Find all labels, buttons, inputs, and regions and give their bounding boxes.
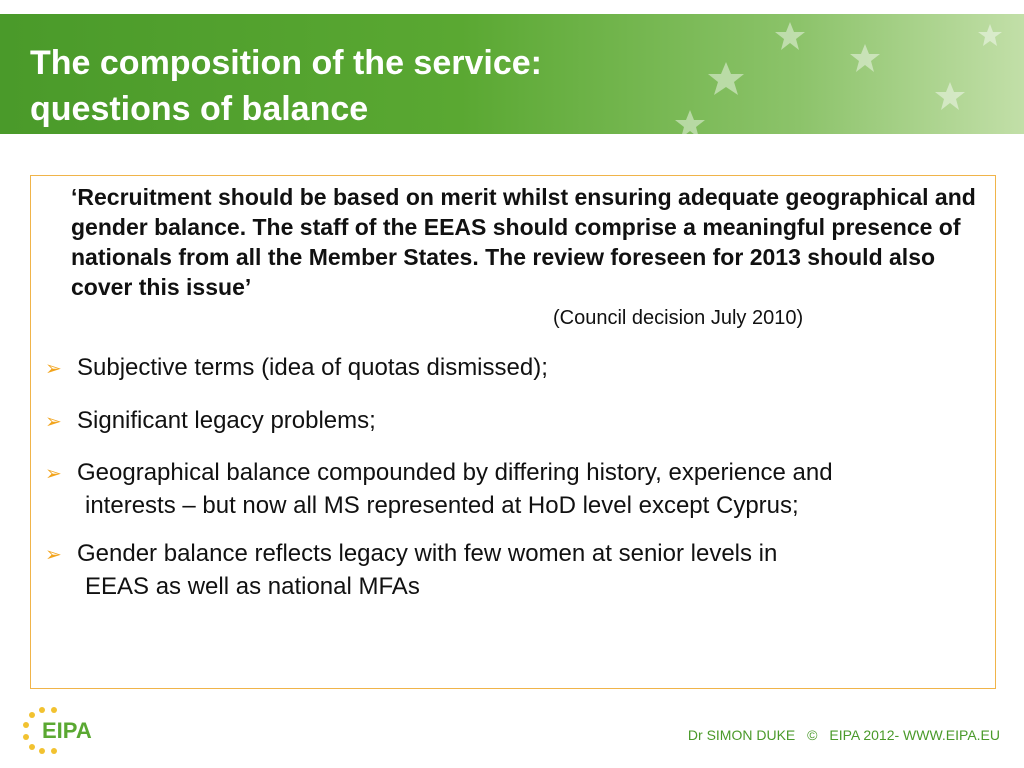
- footer: [688, 727, 1000, 743]
- quote-text: ‘Recruitment should be based on merit whilst ensuring adequate geographical and gender balance. The staff of the EEAS should comprise a meaningful presence of nationals from all the Member States. The review foreseen for 2013 should also cover this issue’: [71, 184, 976, 300]
- star-icon: [675, 110, 705, 134]
- bullet-item: [45, 405, 985, 438]
- bullet-text: Significant legacy problems;: [77, 407, 376, 434]
- bullet-text-continuation: EEAS as well as national MFAs: [85, 573, 420, 600]
- arrow-bullet-icon: ➢: [45, 411, 62, 433]
- slide-title-line2: questions of balance: [30, 90, 369, 128]
- star-icon: [708, 62, 744, 95]
- arrow-bullet-icon: ➢: [45, 463, 62, 485]
- slide-title-line1: The composition of the service:: [30, 44, 542, 82]
- bullet-item: [45, 538, 985, 603]
- bullet-text-continuation: interests – but now all MS represented at HoD level except Cyprus;: [85, 492, 799, 519]
- arrow-bullet-icon: ➢: [45, 544, 62, 566]
- title-banner: [0, 14, 1024, 134]
- bullet-item: [45, 352, 985, 385]
- bullet-text: Subjective terms (idea of quotas dismissed);: [77, 354, 548, 381]
- copyright-icon: ©: [807, 727, 818, 743]
- bullet-text: Geographical balance compounded by differing history, experience and: [77, 459, 833, 486]
- bullet-item: [45, 457, 985, 522]
- star-icon: [850, 44, 880, 72]
- slide-title: [30, 40, 542, 132]
- arrow-bullet-icon: ➢: [45, 358, 62, 380]
- quote-citation: (Council decision July 2010): [553, 307, 804, 329]
- eipa-logo-text: EIPA: [42, 718, 92, 743]
- footer-org: EIPA 2012- WWW.EIPA.EU: [829, 727, 1000, 743]
- content-box: [30, 175, 996, 689]
- star-icon: [775, 22, 805, 50]
- star-icon: [935, 82, 965, 110]
- footer-author: Dr SIMON DUKE: [687, 727, 796, 743]
- star-icon: [978, 24, 1002, 46]
- bullet-text: Gender balance reflects legacy with few women at senior levels in: [77, 540, 778, 567]
